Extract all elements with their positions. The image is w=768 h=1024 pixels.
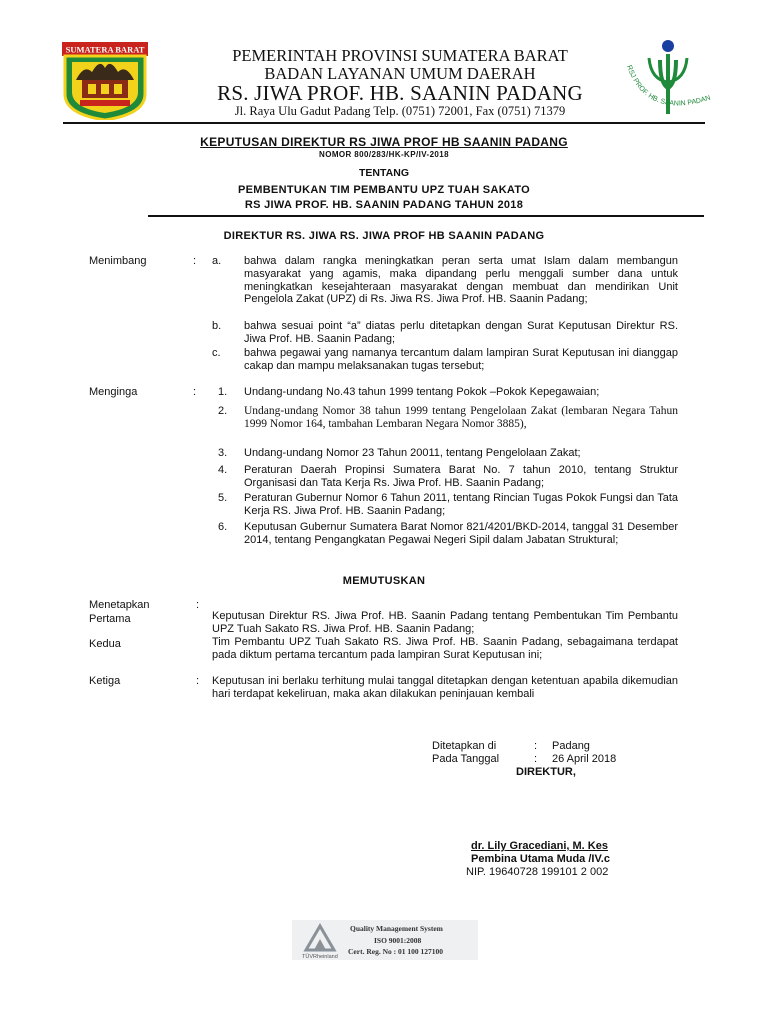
mengingat-item-text: Peraturan Daerah Propinsi Sumatera Barat No. 7 tahun 2010, tentang Struktur Organisasi dan Tata Kerja Rs. Jiwa Prof. HB. Saanin Padang; bbox=[244, 464, 678, 489]
header-address: Jl. Raya Ulu Gadut Padang Telp. (0751) 72001, Fax (0751) 71379 bbox=[234, 104, 566, 118]
diktum-text: Keputusan ini berlaku terhitung mulai tanggal ditetapkan dengan ketentuan apabila dikemudian hari terdapat kekeliruan, maka akan dilakukan peninjauan kembali bbox=[212, 675, 678, 700]
signatory-title: DIREKTUR, bbox=[516, 766, 576, 778]
tentang-heading: TENTANG bbox=[359, 167, 409, 179]
signatory-nip: NIP. 19640728 199101 2 002 bbox=[466, 866, 609, 878]
date-colon: : bbox=[534, 753, 538, 765]
diktum-label: Ketiga bbox=[89, 675, 121, 687]
subject-line-1: PEMBENTUKAN TIM PEMBANTU UPZ TUAH SAKATO bbox=[237, 184, 531, 196]
header-province: PEMERINTAH PROVINSI SUMATERA BARAT bbox=[232, 46, 568, 65]
mengingat-index: 3. bbox=[218, 447, 228, 459]
qms-line-1: Quality Management System bbox=[350, 924, 443, 933]
memutuskan-heading: MEMUTUSKAN bbox=[342, 575, 426, 587]
subject-rule bbox=[148, 215, 704, 217]
menimbang-item-text: bahwa sesuai point “a” diatas perlu ditetapkan dengan Surat Keputusan Direktur RS. Jiwa Prof. HB. Saanin Padang; bbox=[244, 320, 678, 345]
menimbang-colon: : bbox=[193, 255, 197, 267]
signatory-name: dr. Lily Gracediani, M. Kes bbox=[471, 840, 608, 852]
header-hospital-name: RS. JIWA PROF. HB. SAANIN PADANG bbox=[217, 81, 583, 105]
decision-title: KEPUTUSAN DIREKTUR RS JIWA PROF HB SAANIN PADANG bbox=[200, 135, 568, 149]
menetapkan-colon: : bbox=[196, 599, 200, 611]
place-colon: : bbox=[534, 740, 538, 752]
mengingat-item-text: Undang-undang No.43 tahun 1999 tentang Pokok –Pokok Kepegawaian; bbox=[244, 386, 600, 398]
mengingat-item-text: Peraturan Gubernur Nomor 6 Tahun 2011, tentang Rincian Tugas Pokok Fungsi dan Tata Kerja RS. Jiwa Prof. HB. Saanin Padang; bbox=[244, 492, 678, 517]
menimbang-index: c. bbox=[212, 347, 221, 359]
director-heading: DIREKTUR RS. JIWA RS. JIWA PROF HB SAANIN PADANG bbox=[223, 230, 545, 242]
mengingat-index: 6. bbox=[218, 521, 228, 533]
menimbang-index: a. bbox=[212, 255, 222, 267]
svg-text:RSJ PROF. HB. SAANIN PADANG bbox=[605, 38, 711, 107]
mengingat-index: 2. bbox=[218, 405, 228, 417]
quality-certification-badge bbox=[292, 920, 478, 960]
mengingat-index: 5. bbox=[218, 492, 228, 504]
qms-line-2: ISO 9001:2008 bbox=[374, 936, 422, 945]
province-logo bbox=[62, 42, 148, 120]
menimbang-item-text: bahwa dalam rangka meningkatkan peran serta umat Islam dalam membangun masyarakat yang agamis, maka dipandang perlu menggali sumber dana untuk meningkatkan kesejahteraan masyarakat dengan membuat dan mendirikan Unit Pengelola Zakat (UPZ) di Rs. Jiwa RS. Jiwa Prof. HB. Saanin Padang; bbox=[244, 255, 678, 306]
mengingat-item-text: Keputusan Gubernur Sumatera Barat Nomor 821/4201/BKD-2014, tanggal 31 Desember 2014, tentang Pengangkatan Pegawai Negeri Sipil dalam Jabatan Struktural; bbox=[244, 521, 678, 546]
mengingat-item-text: Undang-undang Nomor 38 tahun 1999 tentang Pengelolaan Zakat (lembaran Negara Tahun 1999 Nomor 164, tambahan Lembaran Negara Nomor 3885), bbox=[244, 405, 678, 430]
qms-brand: TÜVRheinland bbox=[302, 954, 338, 960]
place-label: Ditetapkan di bbox=[432, 740, 497, 752]
menetapkan-label: Menetapkan bbox=[89, 599, 150, 611]
diktum-label: Pertama bbox=[89, 613, 131, 625]
mengingat-colon: : bbox=[193, 386, 197, 398]
diktum-colon: : bbox=[196, 675, 200, 687]
signatory-rank: Pembina Utama Muda /IV.c bbox=[471, 853, 610, 865]
header-rule bbox=[63, 122, 705, 124]
place-value: Padang bbox=[552, 740, 590, 752]
qms-line-3: Cert. Reg. No : 01 100 127100 bbox=[348, 947, 443, 956]
menimbang-item-text: bahwa pegawai yang namanya tercantum dalam lampiran Surat Keputusan ini dianggap cakap dan mampu melaksanakan tugas tersebut; bbox=[244, 347, 678, 372]
diktum-text: Keputusan Direktur RS. Jiwa Prof. HB. Saanin Padang tentang Pembentukan Tim Pembantu UPZ Tuah Sakato RS. Jiwa Prof. HB. Saanin Padang; bbox=[212, 610, 678, 635]
diktum-text: Tim Pembantu UPZ Tuah Sakato RS. Jiwa Prof. HB. Saanin Padang, sebagaimana terdapat pada diktum pertama tercantum pada lampiran Surat Keputusan ini; bbox=[212, 636, 678, 661]
mengingat-index: 4. bbox=[218, 464, 228, 476]
hospital-logo bbox=[605, 38, 715, 118]
mengingat-index: 1. bbox=[218, 386, 228, 398]
decision-number: NOMOR 800/283/HK-KP/IV-2018 bbox=[319, 150, 449, 159]
date-label: Pada Tanggal bbox=[432, 753, 500, 765]
menimbang-label: Menimbang bbox=[89, 255, 147, 267]
subject-line-2: RS JIWA PROF. HB. SAANIN PADANG TAHUN 2018 bbox=[244, 199, 524, 211]
province-logo-text: SUMATERA BARAT bbox=[65, 44, 145, 55]
header-agency: BADAN LAYANAN UMUM DAERAH bbox=[264, 64, 536, 83]
mengingat-item-text: Undang-undang Nomor 23 Tahun 20011, tentang Pengelolaan Zakat; bbox=[244, 447, 581, 459]
mengingat-label: Menginga bbox=[89, 386, 138, 398]
diktum-label: Kedua bbox=[89, 638, 121, 650]
hospital-logo-text: RSJ PROF. HB. SAANIN PADAN bbox=[625, 64, 712, 108]
date-value: 26 April 2018 bbox=[552, 753, 617, 765]
menimbang-index: b. bbox=[212, 320, 222, 332]
